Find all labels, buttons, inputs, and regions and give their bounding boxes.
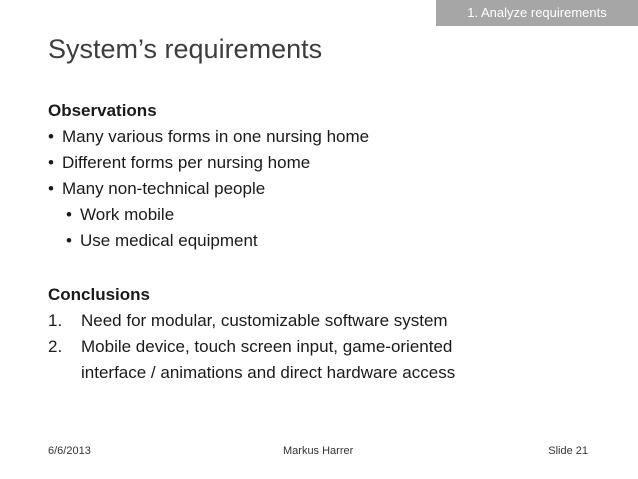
- section-tag: 1. Analyze requirements: [436, 0, 638, 26]
- observation-item: • Many non-technical people: [48, 176, 608, 202]
- conclusion-item-continuation: interface / animations and direct hardware access: [81, 363, 456, 382]
- conclusion-item: 2. Mobile device, touch screen input, game-oriented: [48, 334, 608, 360]
- item-number: 1.: [48, 311, 63, 330]
- bullet-icon: •: [48, 179, 54, 198]
- observation-item: • Many various forms in one nursing home: [48, 124, 608, 150]
- slide-title: System’s requirements: [48, 34, 323, 64]
- conclusions-heading: Conclusions: [48, 285, 151, 304]
- conclusion-item: 1. Need for modular, customizable software system: [48, 308, 608, 334]
- item-number: 2.: [48, 337, 63, 356]
- observation-subitem: • Work mobile: [48, 202, 608, 228]
- bullet-icon: •: [66, 231, 72, 250]
- bullet-icon: •: [48, 153, 54, 172]
- observation-subitem: • Use medical equipment: [48, 228, 608, 254]
- slide-content: [48, 98, 608, 386]
- footer-author: Markus Harrer: [283, 445, 354, 457]
- bullet-icon: •: [66, 205, 72, 224]
- footer-slide-number: Slide 21: [548, 445, 588, 457]
- observations-heading: Observations: [48, 101, 157, 120]
- footer-date: 6/6/2013: [48, 445, 91, 457]
- bullet-icon: •: [48, 127, 54, 146]
- observation-item: • Different forms per nursing home: [48, 150, 608, 176]
